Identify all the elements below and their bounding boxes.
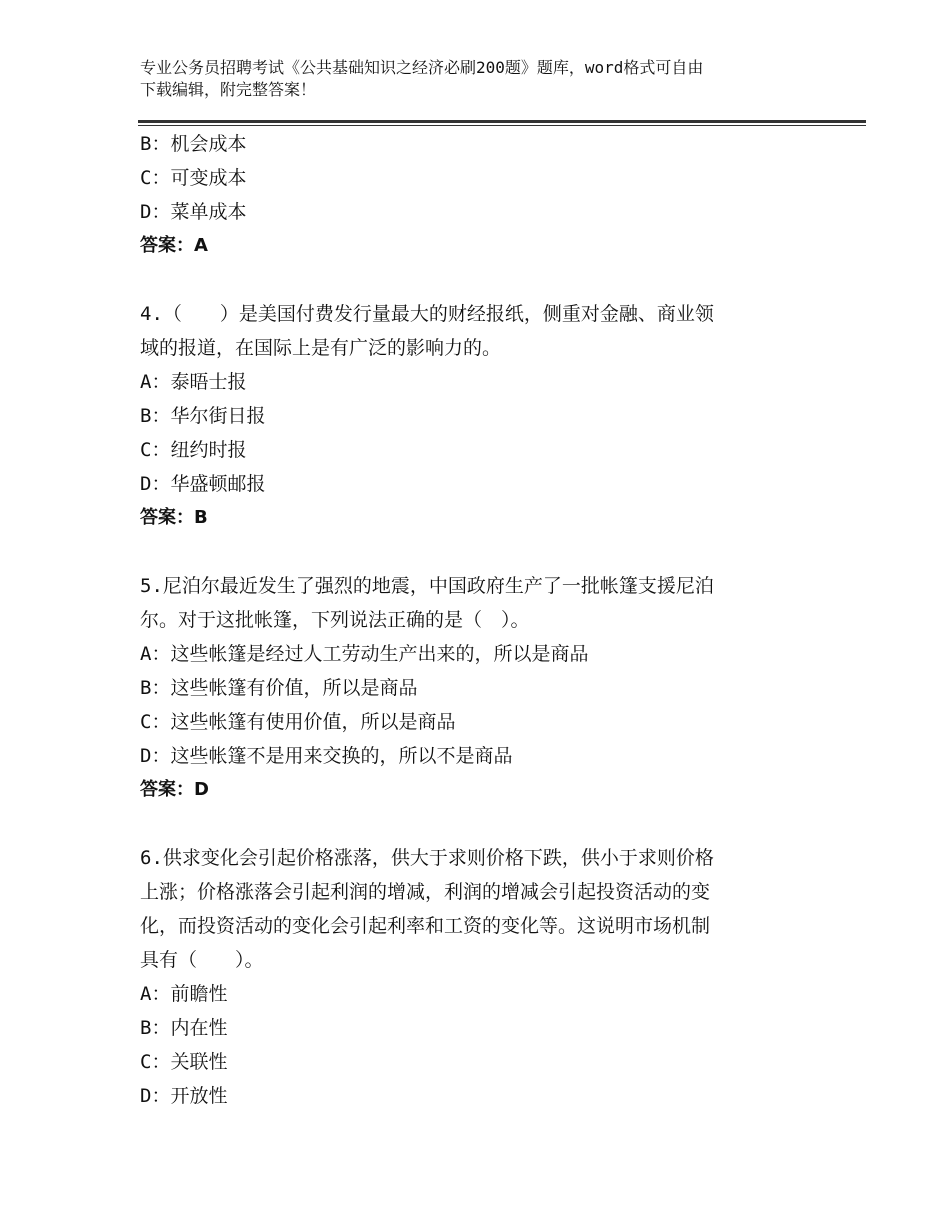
- answer-label: 答案：A: [140, 235, 208, 256]
- header-rule-thick: [138, 120, 866, 123]
- option-b: B：内在性: [140, 1017, 228, 1039]
- question-content: [140, 127, 800, 1113]
- page-header: [140, 57, 800, 101]
- question-stem: 6.供求变化会引起价格涨落，供大于求则价格下跌，供小于求则价格: [140, 847, 714, 869]
- question-6: [140, 841, 800, 1113]
- spacer: [140, 807, 800, 841]
- header-rule-thin: [138, 125, 866, 126]
- option-c: C：纽约时报: [140, 439, 247, 461]
- header-line: 专业公务员招聘考试《公共基础知识之经济必刷200题》题库，word格式可自由: [140, 58, 704, 77]
- question-4: [140, 297, 800, 535]
- option-d: D：菜单成本: [140, 201, 247, 223]
- question-stem: 上涨；价格涨落会引起利润的增减，利润的增减会引起投资活动的变: [140, 881, 711, 903]
- answer-label: 答案：D: [140, 779, 209, 800]
- option-a: A：这些帐篷是经过人工劳动生产出来的，所以是商品: [140, 643, 589, 665]
- spacer: [140, 535, 800, 569]
- answer-label: 答案：B: [140, 507, 208, 528]
- spacer: [140, 263, 800, 297]
- question-5: [140, 569, 800, 807]
- header-line: 下载编辑，附完整答案！: [140, 80, 317, 99]
- question-stem: 5.尼泊尔最近发生了强烈的地震，中国政府生产了一批帐篷支援尼泊: [140, 575, 714, 597]
- option-b: B：机会成本: [140, 133, 247, 155]
- option-b: B：这些帐篷有价值，所以是商品: [140, 677, 418, 699]
- option-c: C：可变成本: [140, 167, 247, 189]
- option-a: A：前瞻性: [140, 983, 228, 1005]
- question-stem: 4.（ ）是美国付费发行量最大的财经报纸，侧重对金融、商业领: [140, 303, 714, 325]
- question-stem: 化，而投资活动的变化会引起利率和工资的变化等。这说明市场机制: [140, 915, 711, 937]
- question-stem: 具有（ ）。: [140, 949, 264, 971]
- option-c: C：这些帐篷有使用价值，所以是商品: [140, 711, 456, 733]
- option-a: A：泰晤士报: [140, 371, 247, 393]
- question-3: [140, 127, 800, 263]
- option-d: D：这些帐篷不是用来交换的，所以不是商品: [140, 745, 513, 767]
- option-d: D：开放性: [140, 1085, 228, 1107]
- option-b: B：华尔街日报: [140, 405, 266, 427]
- question-stem: 尔。对于这批帐篷，下列说法正确的是（ ）。: [140, 609, 530, 631]
- option-d: D：华盛顿邮报: [140, 473, 266, 495]
- option-c: C：关联性: [140, 1051, 228, 1073]
- question-stem: 域的报道，在国际上是有广泛的影响力的。: [140, 337, 502, 359]
